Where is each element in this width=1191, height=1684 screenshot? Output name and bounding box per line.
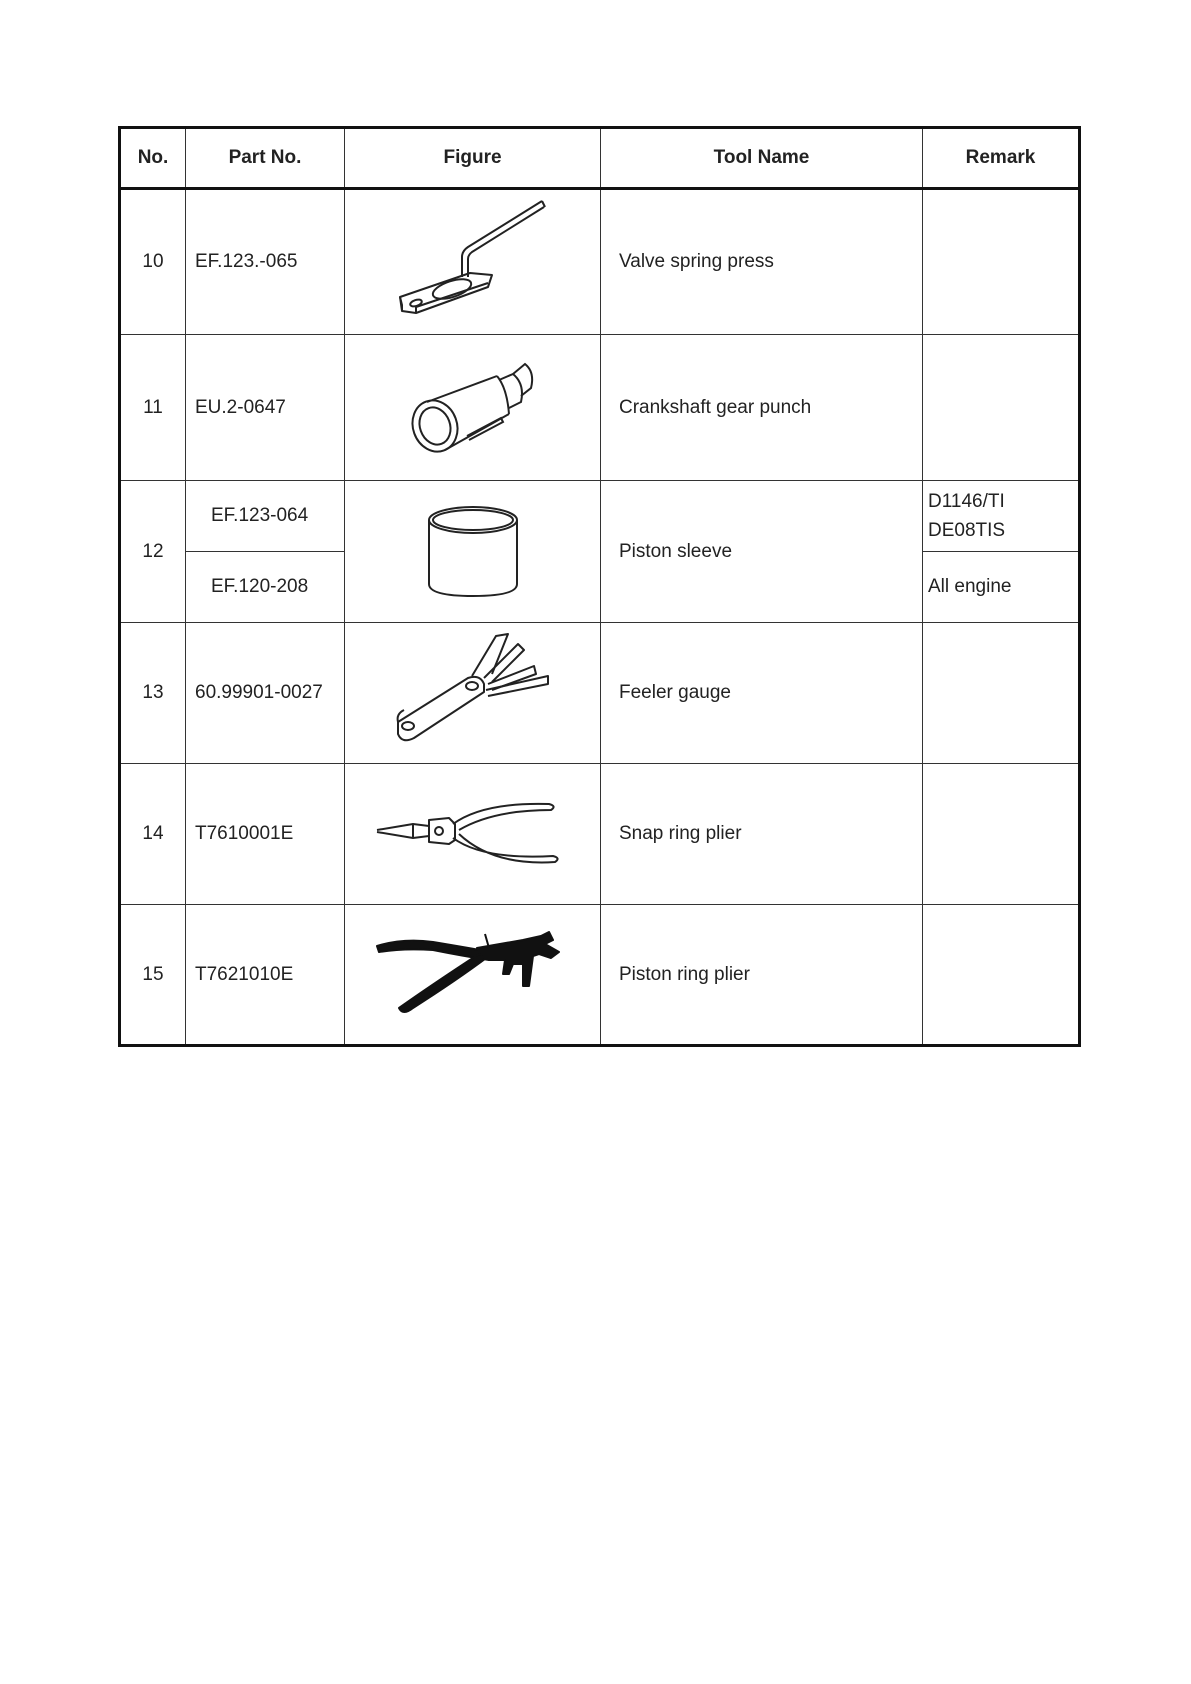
table-row: [120, 335, 1080, 481]
remark: All engine: [923, 552, 1080, 623]
remark: [923, 481, 1080, 552]
table-row: [120, 623, 1080, 764]
figure-cell: [345, 481, 601, 623]
remark-line: D1146/TI: [928, 491, 1005, 512]
tool-name: Piston ring plier: [601, 905, 923, 1046]
remark: [923, 764, 1080, 905]
table-row: [120, 905, 1080, 1046]
table-row: [120, 481, 1080, 552]
part-number: 60.99901-0027: [186, 623, 345, 764]
part-number: EF.123.-065: [186, 189, 345, 335]
row-number: 10: [120, 189, 186, 335]
header-tool-name: Tool Name: [601, 128, 923, 189]
remark: [923, 905, 1080, 1046]
piston-ring-plier-icon: [373, 930, 573, 1020]
tool-name: Piston sleeve: [601, 481, 923, 623]
crankshaft-gear-punch-icon: [403, 358, 543, 458]
row-number: 11: [120, 335, 186, 481]
tool-name: Feeler gauge: [601, 623, 923, 764]
table-row: [120, 189, 1080, 335]
part-number: EF.123-064: [186, 481, 345, 552]
figure-cell: [345, 764, 601, 905]
tool-name: Snap ring plier: [601, 764, 923, 905]
row-number: 15: [120, 905, 186, 1046]
figure-cell: [345, 623, 601, 764]
remark: [923, 335, 1080, 481]
table-row: [120, 764, 1080, 905]
part-number: EU.2-0647: [186, 335, 345, 481]
row-number: 13: [120, 623, 186, 764]
piston-sleeve-icon: [423, 504, 523, 600]
figure-cell: [345, 905, 601, 1046]
figure-cell: [345, 189, 601, 335]
header-no: No.: [120, 128, 186, 189]
figure-cell: [345, 335, 601, 481]
part-number: EF.120-208: [186, 552, 345, 623]
row-number: 14: [120, 764, 186, 905]
valve-spring-press-icon: [388, 195, 558, 329]
remark: [923, 623, 1080, 764]
header-row: [120, 128, 1080, 189]
tool-name: Valve spring press: [601, 189, 923, 335]
row-number: 12: [120, 481, 186, 623]
header-part-no: Part No.: [186, 128, 345, 189]
remark: [923, 189, 1080, 335]
tool-name: Crankshaft gear punch: [601, 335, 923, 481]
tools-table: [118, 126, 1081, 1047]
part-number: T7621010E: [186, 905, 345, 1046]
header-remark: Remark: [923, 128, 1080, 189]
header-figure: Figure: [345, 128, 601, 189]
snap-ring-plier-icon: [373, 794, 573, 874]
remark-line: DE08TIS: [928, 520, 1006, 541]
part-number: T7610001E: [186, 764, 345, 905]
feeler-gauge-icon: [388, 630, 558, 756]
